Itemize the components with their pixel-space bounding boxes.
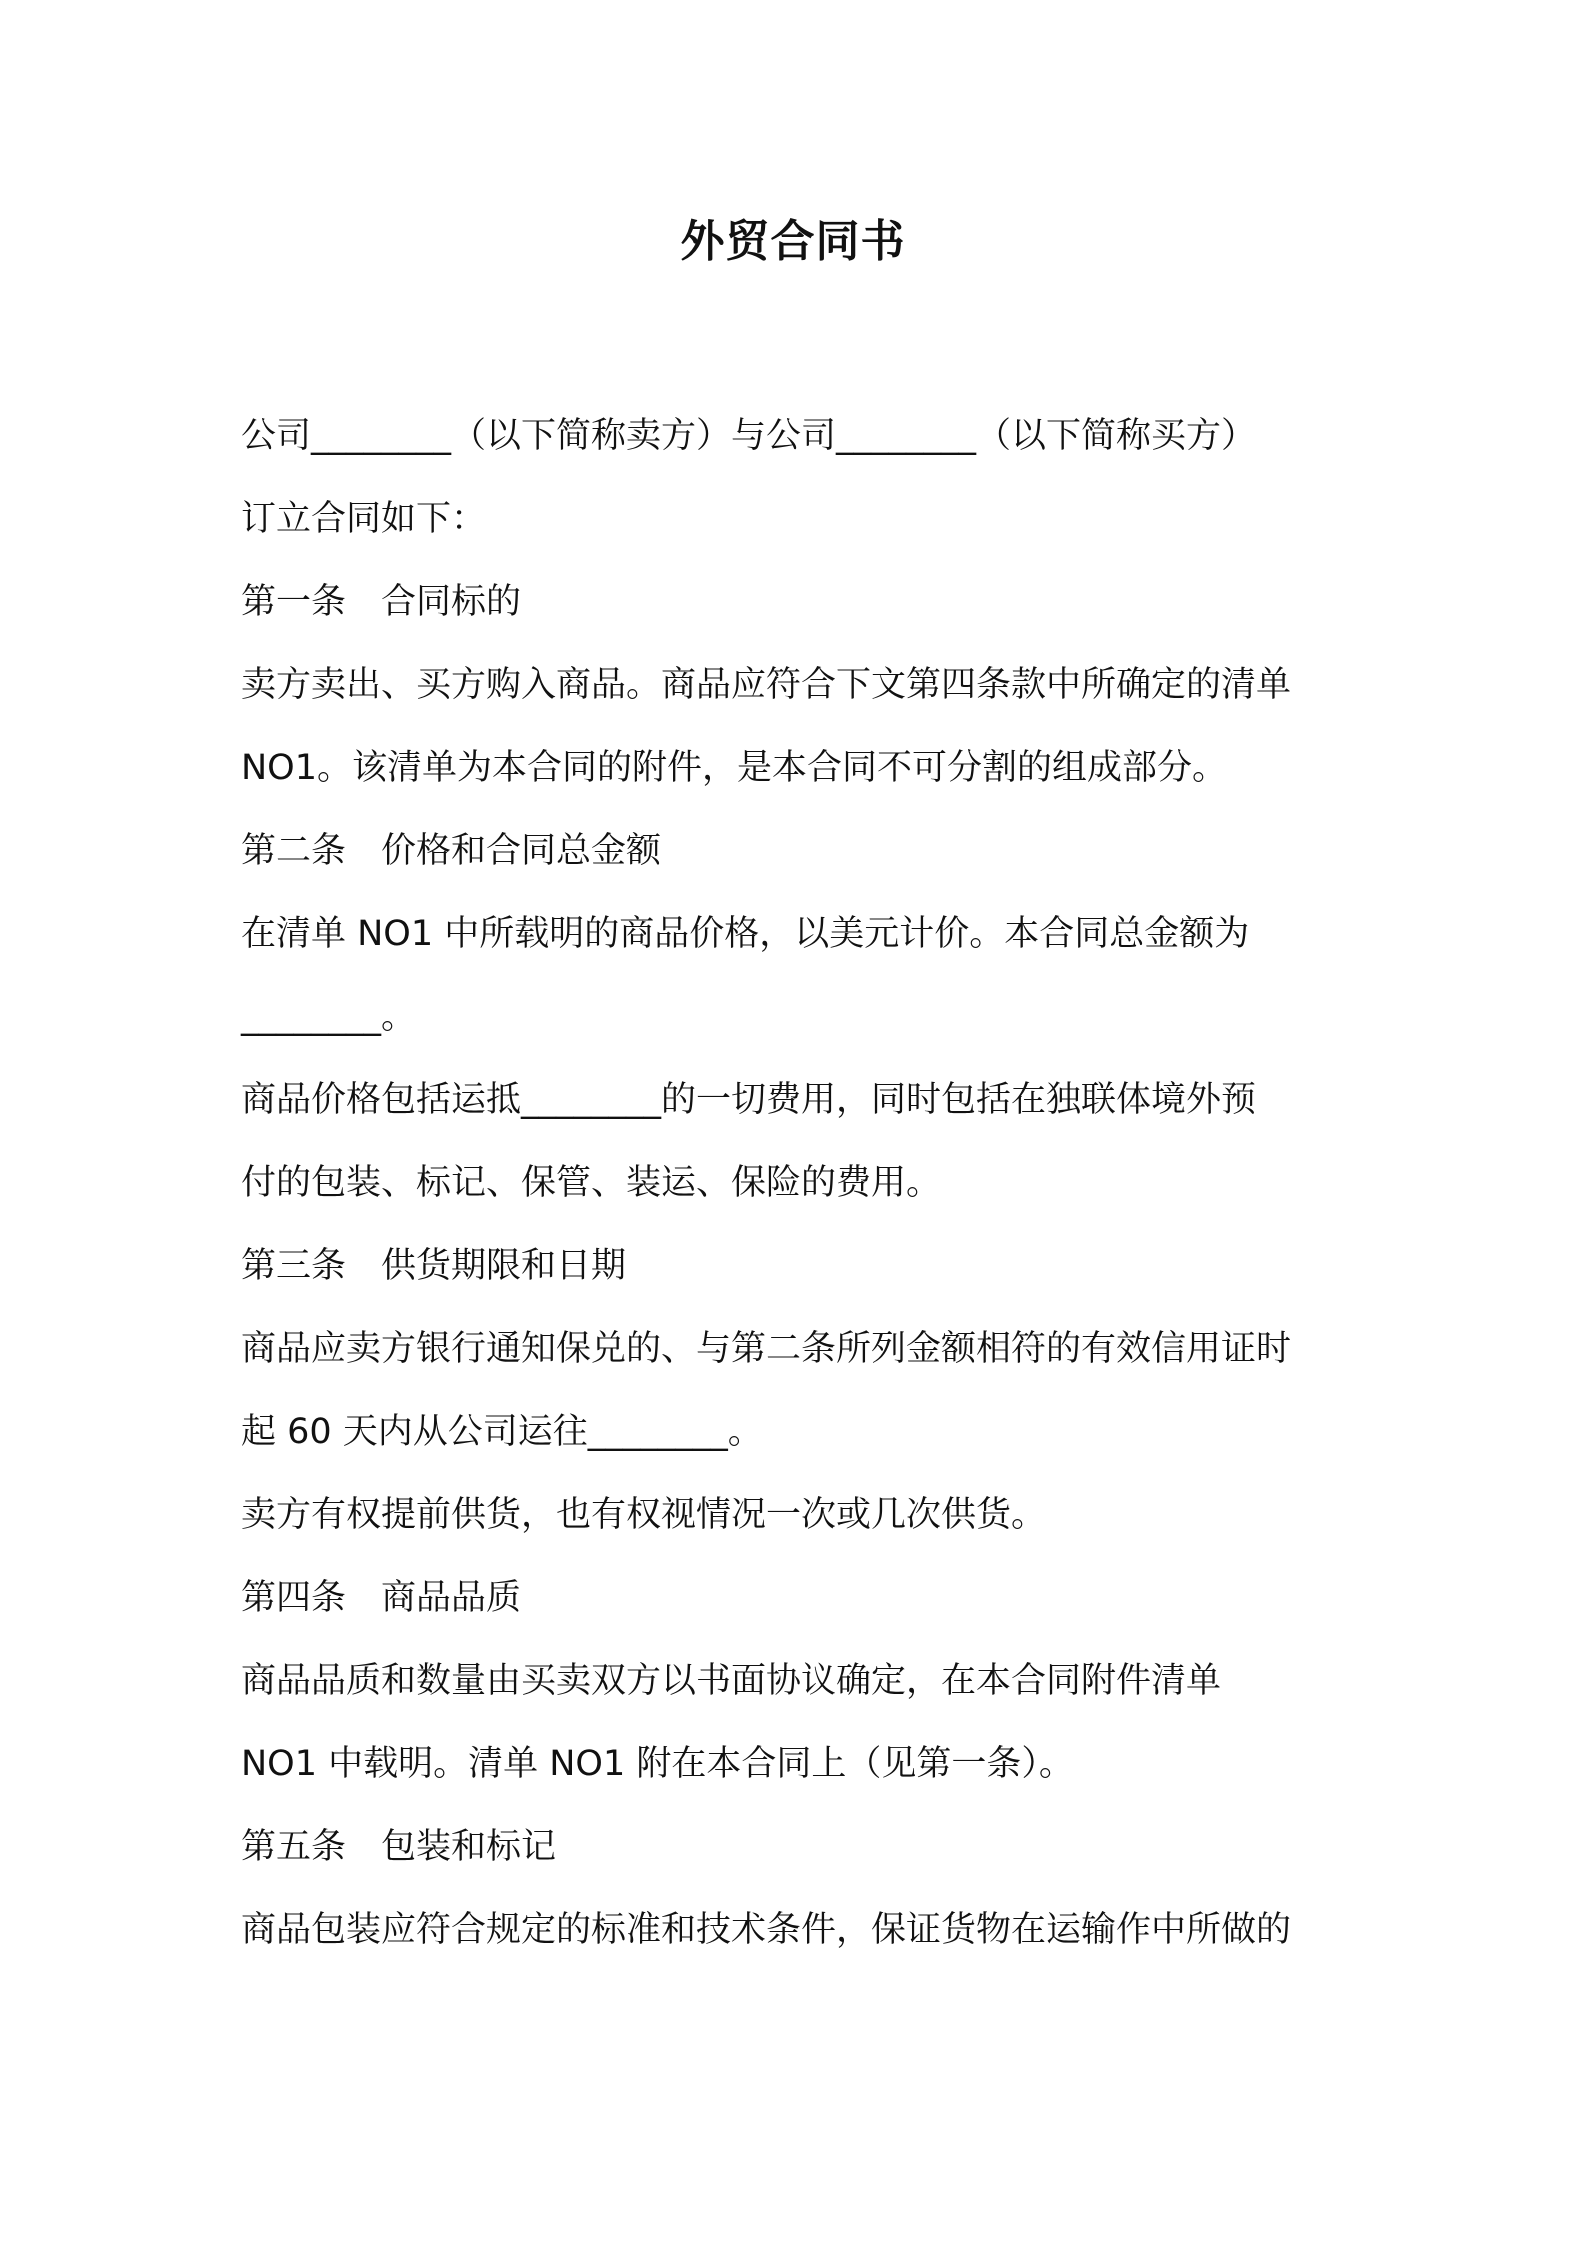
paragraph-line: 付的包装、标记、保管、装运、保险的费用。 — [241, 1163, 942, 1203]
document-title: 外贸合同书 — [680, 216, 906, 267]
document-body — [241, 408, 1361, 1985]
paragraph-line: 卖方卖出、买方购入商品。商品应符合下文第四条款中所确定的清单 — [241, 665, 1292, 705]
paragraph-line: 公司________（以下简称卖方）与公司________（以下简称买方） — [241, 416, 1257, 456]
paragraph-line: 起 60 天内从公司运往________。 — [241, 1412, 763, 1452]
paragraph-line: 商品包装应符合规定的标准和技术条件，保证货物在运输作中所做的 — [241, 1910, 1292, 1950]
paragraph-line: NO1。该清单为本合同的附件，是本合同不可分割的组成部分。 — [241, 748, 1228, 788]
paragraph-line: 商品价格包括运抵________的一切费用，同时包括在独联体境外预 — [241, 1080, 1257, 1120]
clause-heading-1: 第一条 合同标的 — [241, 582, 522, 622]
paragraph-line: 在清单 NO1 中所载明的商品价格，以美元计价。本合同总金额为 — [241, 914, 1250, 954]
paragraph-line: 商品应卖方银行通知保兑的、与第二条所列金额相符的有效信用证时 — [241, 1329, 1292, 1369]
clause-heading-4: 第四条 商品品质 — [241, 1578, 522, 1618]
paragraph-line: 商品品质和数量由买卖双方以书面协议确定，在本合同附件清单 — [241, 1661, 1222, 1701]
clause-heading-3: 第三条 供货期限和日期 — [241, 1246, 627, 1286]
paragraph-line: ________。 — [241, 997, 417, 1037]
clause-heading-5: 第五条 包装和标记 — [241, 1827, 557, 1867]
clause-heading-2: 第二条 价格和合同总金额 — [241, 831, 662, 871]
paragraph-line: 卖方有权提前供货，也有权视情况一次或几次供货。 — [241, 1495, 1047, 1535]
paragraph-line: NO1 中载明。清单 NO1 附在本合同上（见第一条）。 — [241, 1744, 1074, 1784]
paragraph-line: 订立合同如下： — [241, 499, 487, 539]
